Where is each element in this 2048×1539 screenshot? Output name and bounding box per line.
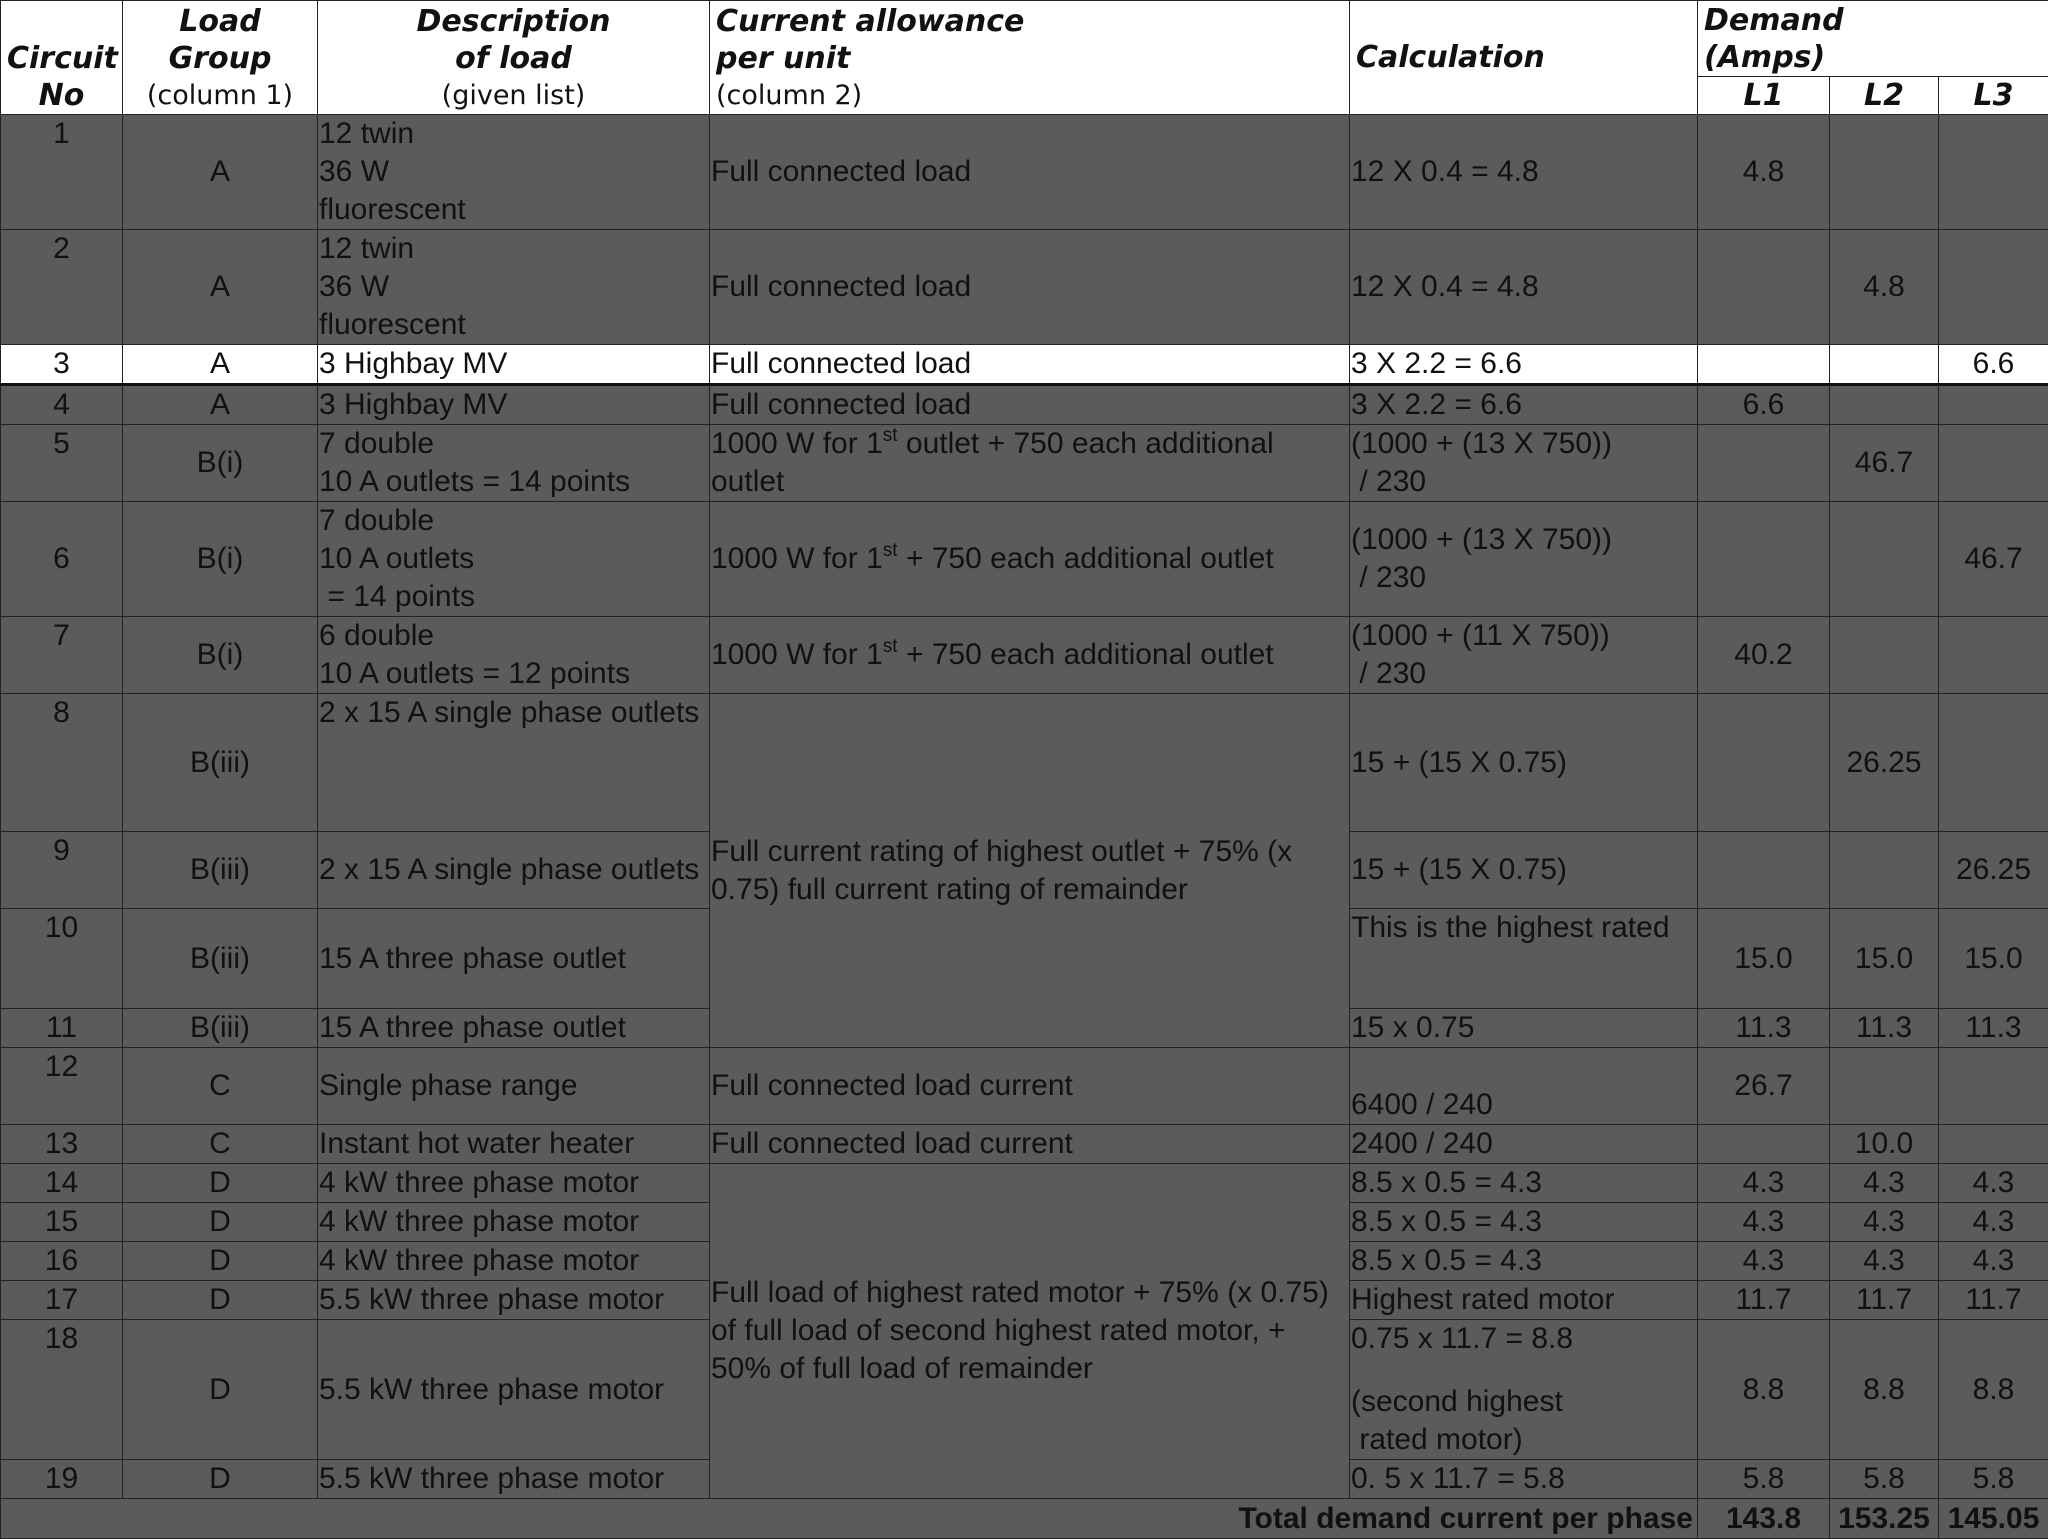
load-group: D bbox=[123, 1460, 318, 1499]
header-load-group: Load Group (column 1) bbox=[123, 1, 318, 115]
demand-l1 bbox=[1698, 832, 1830, 909]
demand-l1: 5.8 bbox=[1698, 1460, 1830, 1499]
demand-l1: 4.8 bbox=[1698, 115, 1830, 230]
circuit-no: 18 bbox=[1, 1320, 123, 1460]
demand-l2: 46.7 bbox=[1830, 425, 1939, 502]
load-group: C bbox=[123, 1125, 318, 1164]
demand-l2 bbox=[1830, 832, 1939, 909]
header-calculation: Calculation bbox=[1350, 1, 1698, 115]
table-row bbox=[1, 1164, 2048, 1203]
demand-l3 bbox=[1939, 425, 2048, 502]
header-current-allowance: Current allowance per unit (column 2) bbox=[710, 1, 1350, 115]
load-group: B(iii) bbox=[123, 909, 318, 1009]
load-description: 4 kW three phase motor bbox=[318, 1203, 710, 1242]
demand-l3 bbox=[1939, 230, 2048, 345]
calculation: 0. 5 x 11.7 = 5.8 bbox=[1350, 1460, 1698, 1499]
table-row bbox=[1, 115, 2048, 230]
demand-l2: 4.3 bbox=[1830, 1203, 1939, 1242]
demand-l1: 11.7 bbox=[1698, 1281, 1830, 1320]
circuit-no: 15 bbox=[1, 1203, 123, 1242]
table-row bbox=[1, 230, 2048, 345]
demand-l1 bbox=[1698, 502, 1830, 617]
load-description: 3 Highbay MV bbox=[318, 385, 710, 425]
current-allowance: 1000 W for 1st + 750 each additional outlet bbox=[710, 502, 1350, 617]
demand-l2: 4.3 bbox=[1830, 1164, 1939, 1203]
table-row bbox=[1, 1125, 2048, 1164]
demand-l3: 8.8 bbox=[1939, 1320, 2048, 1460]
header-l2: L2 bbox=[1830, 77, 1939, 115]
demand-l1: 4.3 bbox=[1698, 1203, 1830, 1242]
demand-l2: 15.0 bbox=[1830, 909, 1939, 1009]
load-description: 5.5 kW three phase motor bbox=[318, 1320, 710, 1460]
circuit-no: 4 bbox=[1, 385, 123, 425]
calculation: 15 + (15 X 0.75) bbox=[1350, 832, 1698, 909]
circuit-no: 19 bbox=[1, 1460, 123, 1499]
current-allowance: Full connected load bbox=[710, 230, 1350, 345]
calculation: 0.75 x 11.7 = 8.8 (second highest rated motor) bbox=[1350, 1320, 1698, 1460]
header-l1: L1 bbox=[1698, 77, 1830, 115]
circuit-no: 13 bbox=[1, 1125, 123, 1164]
load-group: B(iii) bbox=[123, 1009, 318, 1048]
calculation: This is the highest rated bbox=[1350, 909, 1698, 1009]
demand-l1: 26.7 bbox=[1698, 1048, 1830, 1125]
circuit-no: 16 bbox=[1, 1242, 123, 1281]
load-description: 5.5 kW three phase motor bbox=[318, 1460, 710, 1499]
load-description: 4 kW three phase motor bbox=[318, 1242, 710, 1281]
load-description: 4 kW three phase motor bbox=[318, 1164, 710, 1203]
load-group: B(i) bbox=[123, 502, 318, 617]
demand-l3: 6.6 bbox=[1939, 345, 2048, 385]
current-allowance-motors: Full load of highest rated motor + 75% (x 0.75) of full load of second highest rated motor, + 50% of full load of remainder bbox=[710, 1164, 1350, 1499]
calculation: 15 + (15 X 0.75) bbox=[1350, 694, 1698, 832]
calculation: 3 X 2.2 = 6.6 bbox=[1350, 385, 1698, 425]
demand-l1: 6.6 bbox=[1698, 385, 1830, 425]
current-allowance: Full connected load bbox=[710, 115, 1350, 230]
demand-l2 bbox=[1830, 1048, 1939, 1125]
load-description: 2 x 15 A single phase outlets bbox=[318, 832, 710, 909]
demand-l1 bbox=[1698, 230, 1830, 345]
demand-l3 bbox=[1939, 617, 2048, 694]
header-l3: L3 bbox=[1939, 77, 2048, 115]
load-description: Instant hot water heater bbox=[318, 1125, 710, 1164]
demand-l1 bbox=[1698, 425, 1830, 502]
calculation: 12 X 0.4 = 4.8 bbox=[1350, 115, 1698, 230]
total-l1: 143.8 bbox=[1698, 1499, 1830, 1539]
calculation: (1000 + (13 X 750)) / 230 bbox=[1350, 425, 1698, 502]
demand-l1 bbox=[1698, 345, 1830, 385]
demand-l2: 11.7 bbox=[1830, 1281, 1939, 1320]
calculation: 6400 / 240 bbox=[1350, 1048, 1698, 1125]
demand-l2 bbox=[1830, 115, 1939, 230]
calculation: Highest rated motor bbox=[1350, 1281, 1698, 1320]
load-group: B(i) bbox=[123, 425, 318, 502]
demand-l2: 11.3 bbox=[1830, 1009, 1939, 1048]
load-description: 12 twin 36 W fluorescent bbox=[318, 230, 710, 345]
calculation: 8.5 x 0.5 = 4.3 bbox=[1350, 1203, 1698, 1242]
load-description: 6 double 10 A outlets = 12 points bbox=[318, 617, 710, 694]
calculation: 2400 / 240 bbox=[1350, 1125, 1698, 1164]
current-allowance: 1000 W for 1st outlet + 750 each additional outlet bbox=[710, 425, 1350, 502]
header-description: Description of load (given list) bbox=[318, 1, 710, 115]
demand-l3: 11.7 bbox=[1939, 1281, 2048, 1320]
demand-l3: 4.3 bbox=[1939, 1203, 2048, 1242]
load-description: 12 twin 36 W fluorescent bbox=[318, 115, 710, 230]
table-row-highlighted bbox=[1, 345, 2048, 385]
circuit-no: 5 bbox=[1, 425, 123, 502]
load-description: 3 Highbay MV bbox=[318, 345, 710, 385]
circuit-no: 9 bbox=[1, 832, 123, 909]
demand-l1 bbox=[1698, 1125, 1830, 1164]
circuit-no: 1 bbox=[1, 115, 123, 230]
demand-l3 bbox=[1939, 1048, 2048, 1125]
table-row bbox=[1, 385, 2048, 425]
calculation: 3 X 2.2 = 6.6 bbox=[1350, 345, 1698, 385]
current-allowance: 1000 W for 1st + 750 each additional outlet bbox=[710, 617, 1350, 694]
header-demand: Demand (Amps) bbox=[1698, 1, 2048, 77]
demand-l2 bbox=[1830, 502, 1939, 617]
table-row bbox=[1, 502, 2048, 617]
circuit-no: 3 bbox=[1, 345, 123, 385]
load-group: D bbox=[123, 1164, 318, 1203]
circuit-no: 17 bbox=[1, 1281, 123, 1320]
load-group: A bbox=[123, 115, 318, 230]
load-description: 15 A three phase outlet bbox=[318, 1009, 710, 1048]
demand-l3 bbox=[1939, 694, 2048, 832]
demand-l1: 4.3 bbox=[1698, 1242, 1830, 1281]
current-allowance: Full connected load bbox=[710, 345, 1350, 385]
circuit-no: 14 bbox=[1, 1164, 123, 1203]
load-description: 5.5 kW three phase motor bbox=[318, 1281, 710, 1320]
load-description: 15 A three phase outlet bbox=[318, 909, 710, 1009]
demand-l2 bbox=[1830, 345, 1939, 385]
load-description: Single phase range bbox=[318, 1048, 710, 1125]
load-description: 7 double 10 A outlets = 14 points bbox=[318, 502, 710, 617]
load-description: 2 x 15 A single phase outlets bbox=[318, 694, 710, 832]
demand-l2: 4.3 bbox=[1830, 1242, 1939, 1281]
total-l3: 145.05 bbox=[1939, 1499, 2048, 1539]
circuit-no: 8 bbox=[1, 694, 123, 832]
demand-l2: 5.8 bbox=[1830, 1460, 1939, 1499]
demand-l3: 5.8 bbox=[1939, 1460, 2048, 1499]
demand-l1: 8.8 bbox=[1698, 1320, 1830, 1460]
calculation: (1000 + (13 X 750)) / 230 bbox=[1350, 502, 1698, 617]
circuit-no: 10 bbox=[1, 909, 123, 1009]
total-l2: 153.25 bbox=[1830, 1499, 1939, 1539]
demand-l3 bbox=[1939, 1125, 2048, 1164]
circuit-no: 12 bbox=[1, 1048, 123, 1125]
load-group: B(i) bbox=[123, 617, 318, 694]
circuit-no: 2 bbox=[1, 230, 123, 345]
load-group: D bbox=[123, 1320, 318, 1460]
demand-l3: 26.25 bbox=[1939, 832, 2048, 909]
demand-l1 bbox=[1698, 694, 1830, 832]
demand-l1: 4.3 bbox=[1698, 1164, 1830, 1203]
table-row bbox=[1, 617, 2048, 694]
total-row bbox=[1, 1499, 2048, 1539]
demand-l3: 4.3 bbox=[1939, 1164, 2048, 1203]
calculation: 8.5 x 0.5 = 4.3 bbox=[1350, 1164, 1698, 1203]
load-group: D bbox=[123, 1203, 318, 1242]
calculation: (1000 + (11 X 750)) / 230 bbox=[1350, 617, 1698, 694]
demand-l2: 26.25 bbox=[1830, 694, 1939, 832]
current-allowance: Full connected load bbox=[710, 385, 1350, 425]
load-group: C bbox=[123, 1048, 318, 1125]
demand-l2: 8.8 bbox=[1830, 1320, 1939, 1460]
circuit-no: 11 bbox=[1, 1009, 123, 1048]
demand-l2: 4.8 bbox=[1830, 230, 1939, 345]
header-circuit-no: Circuit No bbox=[1, 1, 123, 115]
demand-l3: 4.3 bbox=[1939, 1242, 2048, 1281]
load-group: A bbox=[123, 385, 318, 425]
demand-l2: 10.0 bbox=[1830, 1125, 1939, 1164]
load-group: D bbox=[123, 1242, 318, 1281]
circuit-no: 6 bbox=[1, 502, 123, 617]
calculation: 8.5 x 0.5 = 4.3 bbox=[1350, 1242, 1698, 1281]
current-allowance: Full connected load current bbox=[710, 1125, 1350, 1164]
demand-l2 bbox=[1830, 617, 1939, 694]
demand-l1: 40.2 bbox=[1698, 617, 1830, 694]
load-group: A bbox=[123, 230, 318, 345]
total-label: Total demand current per phase bbox=[1, 1499, 1698, 1539]
table-row bbox=[1, 425, 2048, 502]
calculation: 15 x 0.75 bbox=[1350, 1009, 1698, 1048]
table-row bbox=[1, 1048, 2048, 1125]
load-group: B(iii) bbox=[123, 694, 318, 832]
load-group: D bbox=[123, 1281, 318, 1320]
demand-l1: 11.3 bbox=[1698, 1009, 1830, 1048]
demand-l1: 15.0 bbox=[1698, 909, 1830, 1009]
current-allowance: Full connected load current bbox=[710, 1048, 1350, 1125]
load-group: B(iii) bbox=[123, 832, 318, 909]
load-description: 7 double 10 A outlets = 14 points bbox=[318, 425, 710, 502]
circuit-no: 7 bbox=[1, 617, 123, 694]
demand-l3: 15.0 bbox=[1939, 909, 2048, 1009]
demand-l3 bbox=[1939, 385, 2048, 425]
current-allowance-outlets: Full current rating of highest outlet + 75% (x 0.75) full current rating of remainder bbox=[710, 694, 1350, 1048]
table-row bbox=[1, 694, 2048, 832]
load-group: A bbox=[123, 345, 318, 385]
demand-l3 bbox=[1939, 115, 2048, 230]
demand-l3: 46.7 bbox=[1939, 502, 2048, 617]
calculation: 12 X 0.4 = 4.8 bbox=[1350, 230, 1698, 345]
demand-l3: 11.3 bbox=[1939, 1009, 2048, 1048]
demand-l2 bbox=[1830, 385, 1939, 425]
